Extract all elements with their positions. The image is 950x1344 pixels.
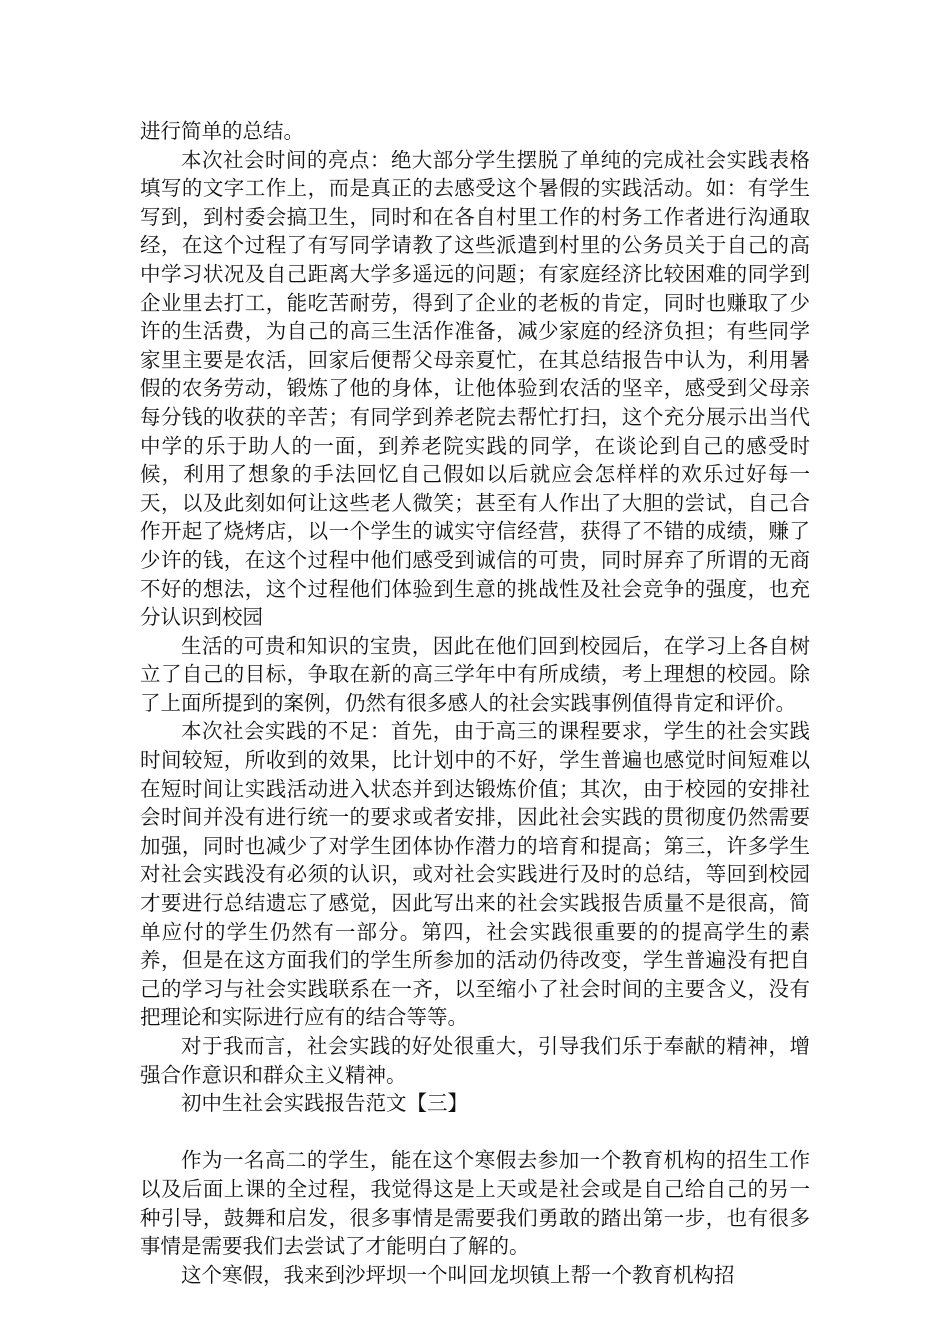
- paragraph-continuation: 进行简单的总结。: [140, 119, 304, 143]
- paragraph-introduction: 作为一名高二的学生，能在这个寒假去参加一个教育机构的招生工作以及后面上课的全过程，我觉得这是上天或是社会或是自己给自己的另一种引导，鼓舞和启发，很多事情是需要我们勇敢的踏出第一步，也有很多事情是需要我们去尝试了才能明白了解的。: [140, 1148, 810, 1259]
- paragraph-highlights: 本次社会时间的亮点：绝大部分学生摆脱了单纯的完成社会实践表格填写的文字工作上，而是真正的去感受这个暑假的实践活动。如：有学生写到，到村委会搞卫生，同时和在各自村里工作的村务工作者进行沟通取经，在这个过程了有写同学请教了这些派遣到村里的公务员关于自己的高中学习状况及自己距离大学多遥远的问题；有家庭经济比较困难的同学到企业里去打工，能吃苦耐劳，得到了企业的老板的肯定，同时也赚取了少许的生活费，为自己的高三生活作准备，减少家庭的经济负担；有些同学家里主要是农活，回家后便帮父母亲夏忙，在其总结报告中认为，利用暑假的农务劳动，锻炼了他的身体，让他体验到农活的坚辛，感受到父母亲每分钱的收获的辛苦；有同学到养老院去帮忙打扫，这个充分展示出当代中学的乐于助人的一面，到养老院实践的同学，在谈论到自己的感受时候，利用了想象的手法回忆自己假如以后就应会怎样样的欢乐过好每一天，以及此刻如何让这些老人微笑；甚至有人作出了大胆的尝试，自己合作开起了烧烤店，以一个学生的诚实守信经营，获得了不错的成绩，赚了少许的钱，在这个过程中他们感受到诚信的可贵，同时屏弃了所谓的无商不好的想法，这个过程他们体验到生意的挑战性及社会竞争的强度，也充分认识到校园: [140, 147, 810, 630]
- paragraph-winter-break: 这个寒假，我来到沙坪坝一个叫回龙坝镇上帮一个教育机构招: [181, 1262, 735, 1287]
- paragraph-personal-view: 对于我而言，社会实践的好处很重大，引导我们乐于奉献的精神，增强合作意识和群众主义精神。: [140, 1034, 810, 1087]
- blank-line: [140, 1118, 810, 1147]
- paragraph-campus-life: 生活的可贵和知识的宝贵，因此在他们回到校园后，在学习上各自树立了自己的目标，争取在新的高三学年中有所成绩，考上理想的校园。除了上面所提到的案例，仍然有很多感人的社会实践事例值得肯定和评价。: [140, 633, 810, 715]
- document-body: [140, 117, 810, 1289]
- section-heading: 初中生社会实践报告范文【三】: [181, 1091, 468, 1116]
- paragraph-shortcomings: 本次社会实践的不足：首先，由于高三的课程要求，学生的社会实践时间较短，所收到的效果，比计划中的不好，学生普遍也感觉时间短难以在短时间让实践活动进入状态并到达锻炼价值；其次，由于校园的安排社会时间并没有进行统一的要求或者安排，因此社会实践的贯彻度仍然需要加强，同时也减少了对学生团体协作潜力的培育和提高；第三，许多学生对社会实践没有必须的认识，或对社会实践进行及时的总结，等回到校园才要进行总结遗忘了感觉，因此写出来的社会实践报告质量不是很高，简单应付的学生仍然有一部分。第四，社会实践很重要的的提高学生的素养，但是在这方面我们的学生所参加的活动仍待改变，学生普遍没有把自己的学习与社会实践联系在一齐，以至缩小了社会时间的主要含义，没有把理论和实际进行应有的结合等等。: [140, 719, 810, 1030]
